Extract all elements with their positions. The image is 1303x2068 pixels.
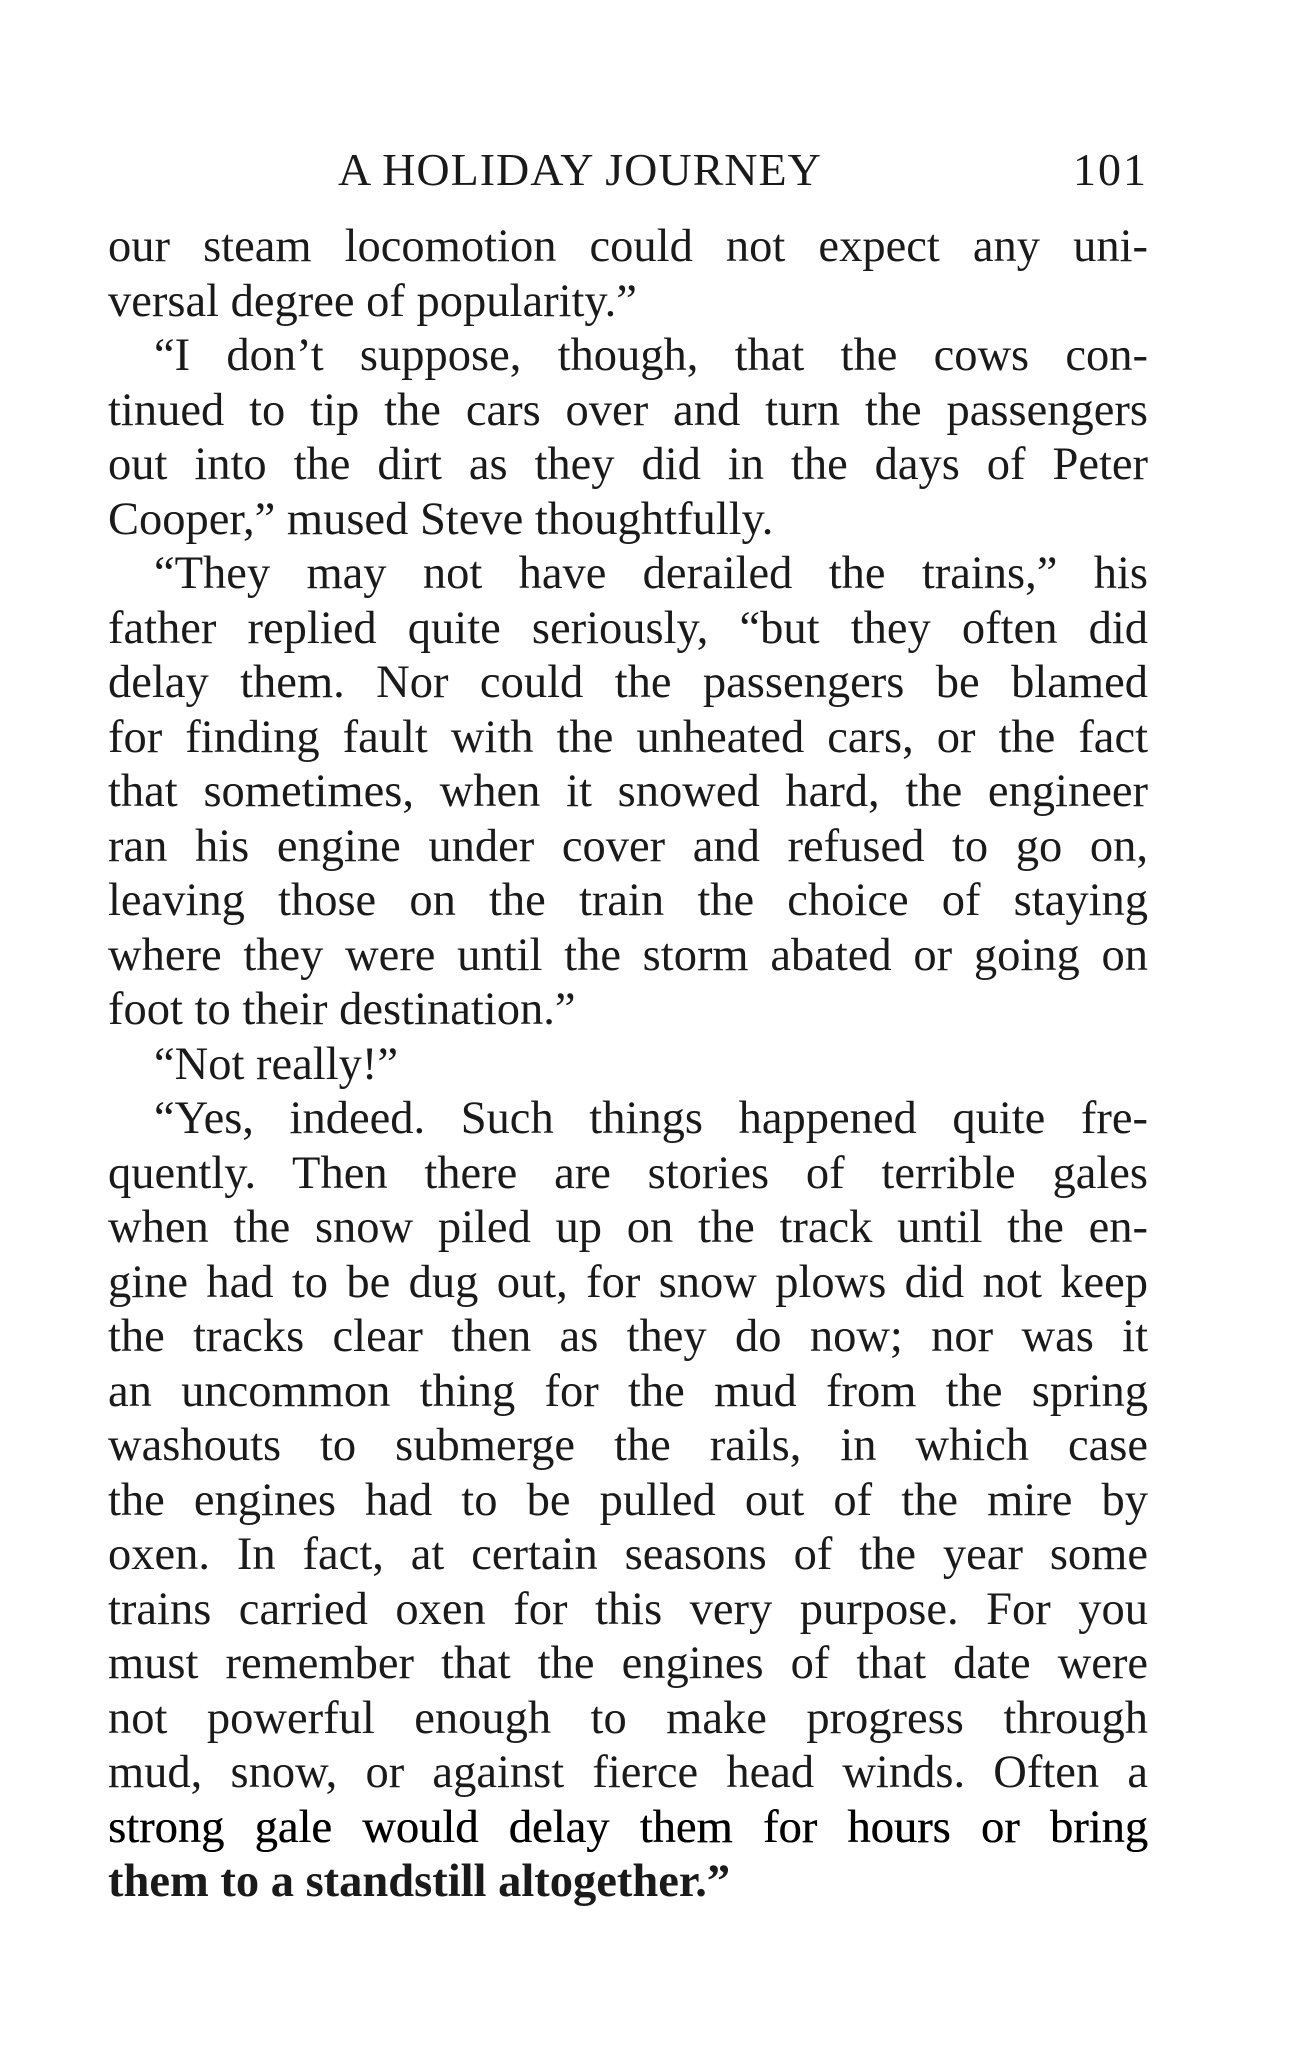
text-line: ran his engine under cover and refused to go on, xyxy=(108,820,1148,872)
text-line: mud, snow, or against fierce head winds. Often a xyxy=(108,1747,1148,1798)
text-line: where they were until the storm abated or going on xyxy=(108,929,1148,981)
text-line: leaving those on the train the choice of staying xyxy=(108,875,1148,926)
text-line: gine had to be dug out, for snow plows did not keep xyxy=(108,1256,1148,1308)
text-line: “Not really!” xyxy=(154,1038,398,1090)
text-line: father replied quite seriously, “but they often did xyxy=(108,602,1148,654)
text-line: for finding fault with the unheated cars, or the fact xyxy=(108,711,1148,763)
text-line: not powerful enough to make progress through xyxy=(108,1692,1148,1744)
text-line: the tracks clear then as they do now; nor was it xyxy=(108,1311,1148,1362)
text-line: trains carried oxen for this very purpose. For you xyxy=(108,1583,1148,1635)
text-line: quently. Then there are stories of terrible gales xyxy=(108,1147,1148,1199)
running-title: A HOLIDAY JOURNEY xyxy=(338,144,822,195)
text-line: must remember that the engines of that date were xyxy=(108,1638,1148,1689)
text-line: the engines had to be pulled out of the mire by xyxy=(108,1474,1148,1526)
text-line: our steam locomotion could not expect any uni- xyxy=(108,221,1148,272)
text-line: “They may not have derailed the trains,” his xyxy=(154,548,1148,599)
text-line: strong gale would delay them for hours or bring xyxy=(108,1801,1148,1853)
running-header xyxy=(108,140,1148,200)
text-line: delay them. Nor could the passengers be blamed xyxy=(108,657,1148,708)
text-line: out into the dirt as they did in the days of Peter xyxy=(108,439,1148,490)
text-line: washouts to submerge the rails, in which case xyxy=(108,1420,1148,1471)
text-line: versal degree of popularity.” xyxy=(108,275,637,327)
text-line: foot to their destination.” xyxy=(108,984,576,1035)
text-line: “I don’t suppose, though, that the cows con- xyxy=(154,330,1148,381)
text-line: an uncommon thing for the mud from the spring xyxy=(108,1365,1148,1417)
text-line: oxen. In fact, at certain seasons of the year some xyxy=(108,1529,1148,1580)
page-number: 101 xyxy=(1073,144,1148,195)
text-line: when the snow piled up on the track until the en- xyxy=(108,1202,1148,1253)
body-text xyxy=(108,220,1148,1910)
text-line: Cooper,” mused Steve thoughtfully. xyxy=(108,493,774,545)
text-line: “Yes, indeed. Such things happened quite fre- xyxy=(154,1093,1148,1144)
text-line: that sometimes, when it snowed hard, the engineer xyxy=(108,766,1148,817)
text-line: tinued to tip the cars over and turn the passengers xyxy=(108,384,1148,436)
text-line: them to a standstill altogether.” xyxy=(108,1856,731,1907)
